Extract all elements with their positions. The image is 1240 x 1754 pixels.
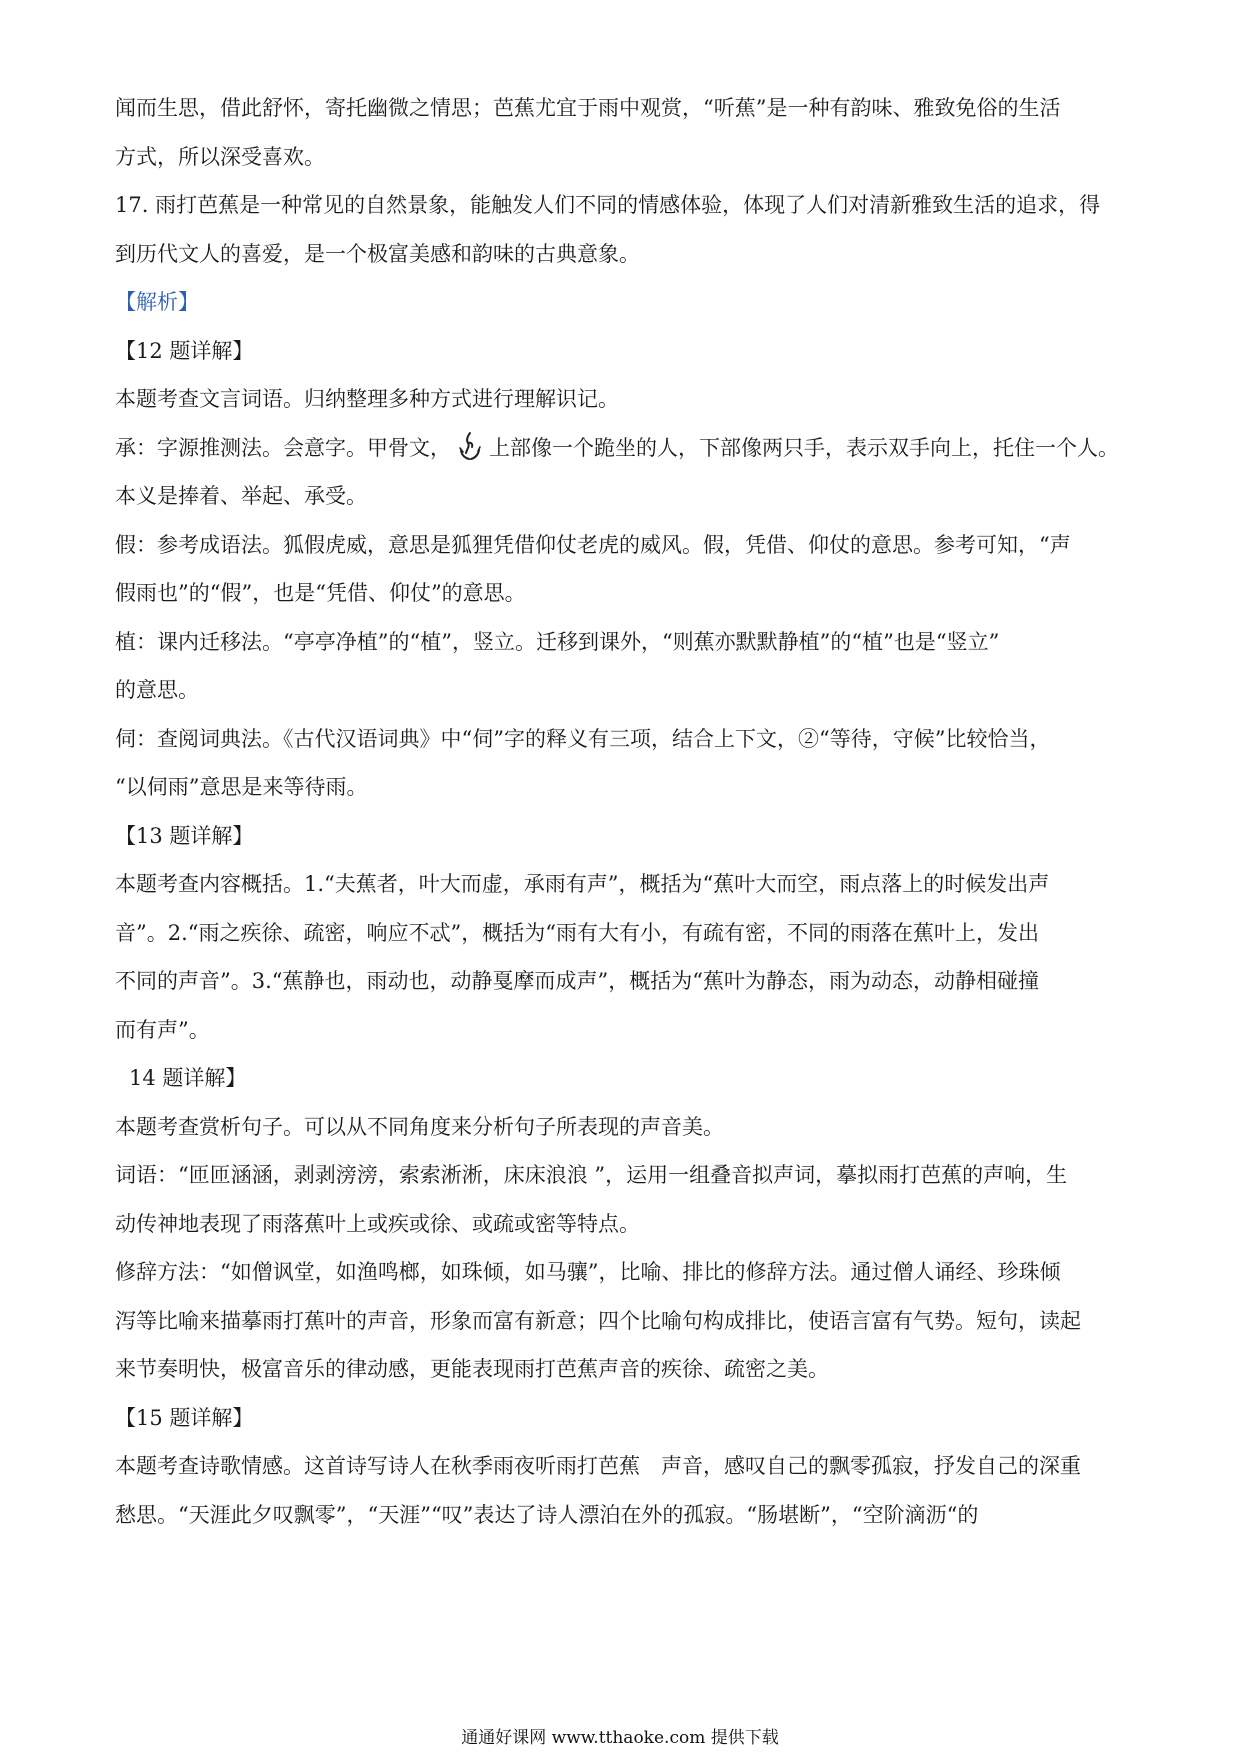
page-footer: 通通好课网 www.tthaoke.com 提供下载 bbox=[461, 1728, 779, 1748]
text-line: 愁思。“天涯此夕叹飘零”，“天涯”“叹”表达了诗人漂泊在外的孤寂。“肠堪断”，“空阶滴沥“的 bbox=[115, 1502, 979, 1527]
section-heading-13: 【13 题详解】 bbox=[115, 823, 254, 848]
text-line: “以伺雨”意思是来等待雨。 bbox=[115, 775, 368, 799]
text-segment: 承：字源推测法。会意字。甲骨文， bbox=[115, 435, 451, 460]
text-line: 本题考查内容概括。1.“夫蕉者，叶大而虚，承雨有声”，概括为“蕉叶大而空，雨点落上的时候发出声 bbox=[115, 872, 1050, 896]
text-line: 泻等比喻来描摹雨打蕉叶的声音，形象而富有新意；四个比喻句构成排比，使语言富有气势。短句，读起 bbox=[115, 1308, 1081, 1333]
section-heading-12: 【12 题详解】 bbox=[115, 338, 254, 363]
text-line: 本题考查诗歌情感。这首诗写诗人在秋季雨夜听雨打芭蕉 声音，感叹自己的飘零孤寂，抒发自己的深重 bbox=[115, 1454, 1081, 1478]
section-heading-15: 【15 题详解】 bbox=[115, 1405, 254, 1430]
text-line: 伺：查阅词典法。《古代汉语词典》中“伺”字的释义有三项，结合上下文，②“等待，守候”比较恰当， bbox=[115, 726, 1051, 751]
answer-17-line: 到历代文人的喜爱，是一个极富美感和韵味的古典意象。 bbox=[115, 241, 640, 266]
text-line: 植：课内迁移法。“亭亭净植”的“植”，竖立。迁移到课外，“则蕉亦默默静植”的“植”也是“竖立” bbox=[115, 629, 1000, 654]
text-line: 修辞方法：“如僧讽堂，如渔鸣榔，如珠倾，如马骧”，比喻、排比的修辞方法。通过僧人诵经、珍珠倾 bbox=[115, 1260, 1061, 1284]
text-line: 方式，所以深受喜欢。 bbox=[115, 144, 325, 169]
oracle-bone-glyph-icon bbox=[457, 431, 483, 461]
text-line-with-glyph bbox=[115, 436, 1130, 460]
text-line: 音”。2.“雨之疾徐、疏密，响应不忒”，概括为“雨有大有小，有疏有密，不同的雨落在蕉叶上，发出 bbox=[115, 920, 1039, 945]
text-line: 的意思。 bbox=[115, 678, 199, 702]
text-line: 本义是捧着、举起、承受。 bbox=[115, 484, 367, 508]
text-line: 不同的声音”。3.“蕉静也，雨动也，动静戛摩而成声”，概括为“蕉叶为静态，雨为动态，动静相碰撞 bbox=[115, 969, 1039, 993]
text-line: 本题考查赏析句子。可以从不同角度来分析句子所表现的声音美。 bbox=[115, 1114, 724, 1139]
text-line: 闻而生思，借此舒怀，寄托幽微之情思；芭蕉尤宜于雨中观赏，“听蕉”是一种有韵味、雅致免俗的生活 bbox=[115, 96, 1061, 120]
document-body bbox=[115, 96, 1130, 1551]
text-line: 动传神地表现了雨落蕉叶上或疾或徐、或疏或密等特点。 bbox=[115, 1211, 640, 1236]
text-line: 本题考查文言词语。归纳整理多种方式进行理解识记。 bbox=[115, 387, 619, 411]
text-segment: 上部像一个跪坐的人，下部像两只手，表示双手向上，托住一个人。 bbox=[489, 435, 1119, 460]
text-line: 假：参考成语法。狐假虎威，意思是狐狸凭借仰仗老虎的威风。假，凭借、仰仗的意思。参考可知，“声 bbox=[115, 532, 1071, 557]
answer-17-line: 17. 雨打芭蕉是一种常见的自然景象，能触发人们不同的情感体验，体现了人们对清新雅致生活的追求，得 bbox=[115, 193, 1101, 217]
text-line: 而有声”。 bbox=[115, 1017, 210, 1042]
section-heading-14: 14 题详解】 bbox=[129, 1066, 247, 1090]
text-line: 来节奏明快，极富音乐的律动感，更能表现雨打芭蕉声音的疾徐、疏密之美。 bbox=[115, 1357, 829, 1381]
text-line: 假雨也”的“假”，也是“凭借、仰仗”的意思。 bbox=[115, 581, 526, 605]
analysis-heading: 【解析】 bbox=[115, 290, 199, 314]
text-line: 词语：“匝匝涵涵，剥剥滂滂，索索淅淅，床床浪浪 ”，运用一组叠音拟声词，摹拟雨打芭蕉的声响，生 bbox=[115, 1163, 1068, 1187]
